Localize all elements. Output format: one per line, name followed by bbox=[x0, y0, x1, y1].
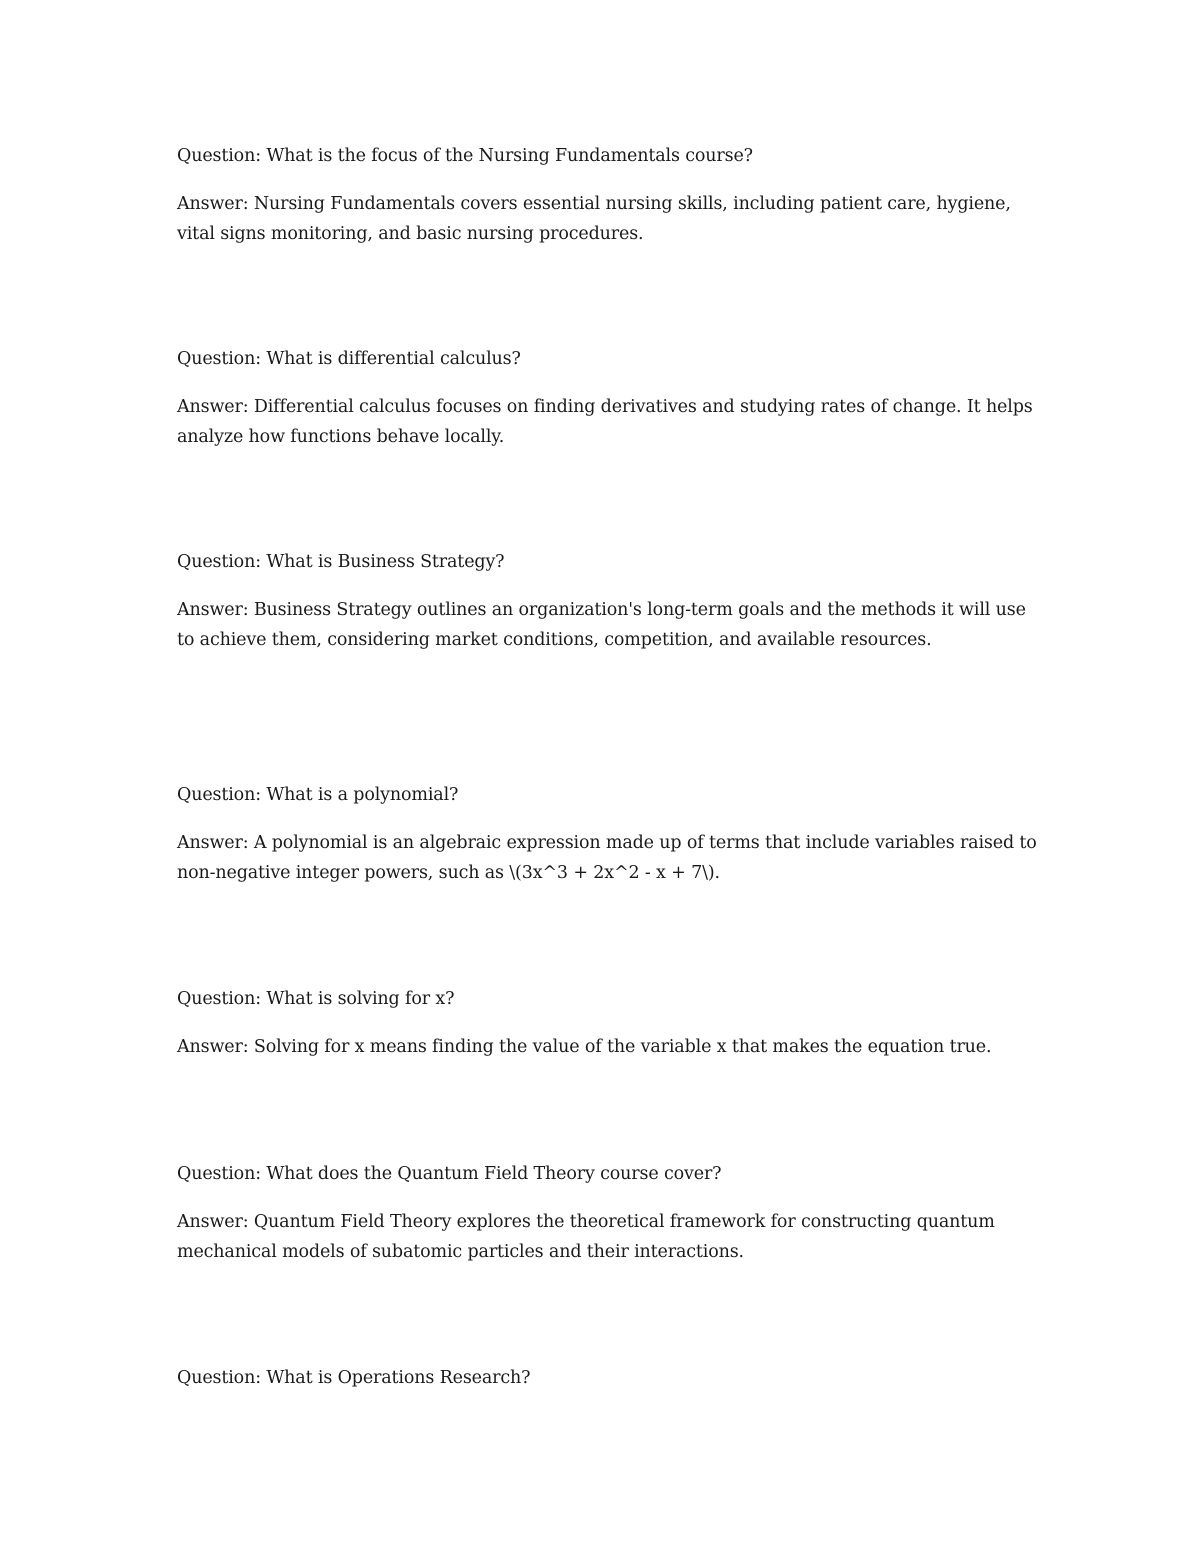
question-text: Question: What is solving for x? bbox=[177, 989, 455, 1009]
question-text: Question: What is differential calculus? bbox=[177, 349, 521, 369]
qa-block-6 bbox=[177, 1159, 1037, 1267]
answer-text: Answer: Nursing Fundamentals covers essential nursing skills, including patient care, hygiene, vital signs monitoring, and basic nursing procedures. bbox=[177, 194, 1011, 244]
answer-text: Answer: Differential calculus focuses on finding derivatives and studying rates of change. It helps analyze how functions behave locally. bbox=[177, 397, 1033, 447]
question-text: Question: What is Operations Research? bbox=[177, 1368, 531, 1388]
answer-text: Answer: Quantum Field Theory explores the theoretical framework for constructing quantum mechanical models of subatomic particles and their interactions. bbox=[177, 1212, 995, 1262]
answer-text: Answer: Solving for x means finding the value of the variable x that makes the equation true. bbox=[177, 1037, 992, 1057]
qa-block-4 bbox=[177, 780, 1037, 888]
question-text: Question: What is a polynomial? bbox=[177, 785, 459, 805]
qa-block-7 bbox=[177, 1363, 1037, 1393]
question-text: Question: What is the focus of the Nursing Fundamentals course? bbox=[177, 146, 753, 166]
answer-text: Answer: A polynomial is an algebraic expression made up of terms that include variables raised to non-negative integer powers, such as \(3x^3 + 2x^2 - x + 7\). bbox=[177, 833, 1037, 883]
qa-block-5 bbox=[177, 984, 1037, 1062]
qa-block-2 bbox=[177, 344, 1037, 452]
qa-block-3 bbox=[177, 547, 1037, 655]
qa-block-1 bbox=[177, 141, 1037, 249]
question-text: Question: What does the Quantum Field Theory course cover? bbox=[177, 1164, 722, 1184]
question-text: Question: What is Business Strategy? bbox=[177, 552, 505, 572]
answer-text: Answer: Business Strategy outlines an organization's long-term goals and the methods it will use to achieve them, considering market conditions, competition, and available resources. bbox=[177, 600, 1026, 650]
